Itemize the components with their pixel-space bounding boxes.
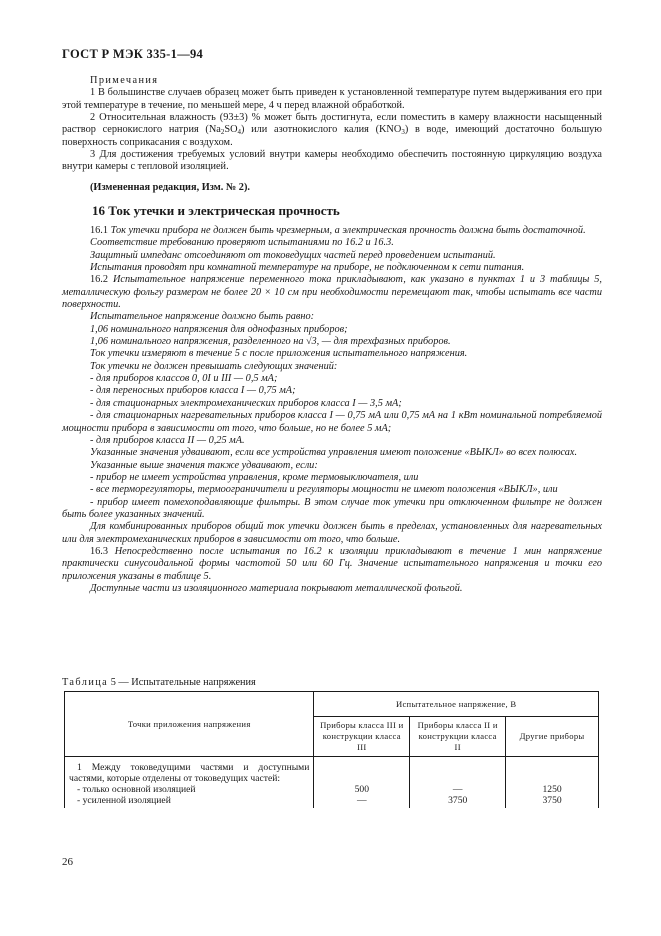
test-voltage-table <box>64 691 599 808</box>
cell-other: 1250 3750 <box>506 757 599 809</box>
amendment-note: (Измененная редакция, Изм. № 2). <box>90 181 250 193</box>
voltage-equal-text: Испытательное напряжение должно быть равно: <box>90 311 315 323</box>
table-row: 1 Между токоведущими частями и доступными частями, которые отделены от токоведущих частей: - только основной изоляцией - усиленной изоляцией <box>65 757 314 809</box>
header-points: Точки приложения напряжения <box>65 692 314 757</box>
combined-text: Для комбинированных приборов общий ток утечки должен быть в пределах, установленных для нагревательных или для электромеханических приборов в зависимости от того, что больше. <box>62 521 602 545</box>
impedance-text: Защитный импеданс отсоединяют от токоведущих частей перед проведением испытаний. <box>90 249 496 261</box>
cell-class-ii: — 3750 <box>410 757 506 809</box>
list-item: - прибор не имеет устройства управления, кроме термовыключателя, или <box>90 471 419 483</box>
cell-class-iii: 500 — <box>314 757 410 809</box>
room-temp-text: Испытания проводят при комнатной температуре на приборе, не подключенном к сети питания. <box>90 262 525 274</box>
double-text-1: Указанные значения удваивают, если все устройства управления имеют положение «ВЫКЛ» во всех полюсах. <box>90 447 578 459</box>
header-voltage: Испытательное напряжение, В <box>314 692 599 717</box>
section-title: 16 Ток утечки и электрическая прочность <box>92 203 340 218</box>
section-body <box>62 225 602 595</box>
foil-text: Доступные части из изоляционного материала покрывают металлической фольгой. <box>90 582 463 594</box>
header-class-ii: Приборы класса II и конструкции класса II <box>410 717 506 757</box>
voltage-three-phase: 1,06 номинального напряжения, разделенного на √3, — для трехфазных приборов. <box>90 336 451 348</box>
header-class-iii: Приборы класса III и конструкции класса III <box>314 717 410 757</box>
clause-16-3: 16.3 Непосредственно после испытания по 16.2 к изоляции прикладывают в течение 1 мин напряжение практически синусоидальной формы частотой 50 или 60 Гц. Значение испытательного напряжения и точки его приложения указаны в таблице 5. <box>62 545 603 582</box>
note-1: 1 В большинстве случаев образец может быть приведен к установленной температуре путем выдерживания его при этой температуре в течение, по меньшей мере, 4 ч перед влажной обработкой. <box>62 87 602 111</box>
clause-16-2: 16.2 Испытательное напряжение переменного тока прикладывают, как указано в пунктах 1 и 3 таблицы 5, металлическую фольгу размером не более 20 × 10 см при необходимости перемещают так, чтобы испытать все части поверхности. <box>62 274 603 311</box>
page-number: 26 <box>62 856 73 868</box>
measure-text: Ток утечки измеряют в течение 5 с после приложения испытательного напряжения. <box>90 348 468 360</box>
list-item: - все терморегуляторы, термоограничители и регуляторы мощности не имеют положения «ВЫКЛ», или <box>90 484 558 496</box>
notes-heading: Примечания <box>90 75 159 86</box>
list-item: - для стационарных нагревательных приборов класса I — 0,75 мА или 0,75 мА на 1 кВт номинальной потребляемой мощности прибора в зависимости от того, что больше, но не более 5 мА; <box>62 410 602 434</box>
list-item: - для приборов класса II — 0,25 мА. <box>90 434 245 446</box>
double-text-2: Указанные выше значения также удваивают, если: <box>90 459 318 471</box>
not-exceed-text: Ток утечки не должен превышать следующих значений: <box>90 360 338 372</box>
note-3: 3 Для достижения требуемых условий внутри камеры необходимо обеспечить постоянную циркуляцию воздуха внутри камеры с тепловой изоляцией. <box>62 149 602 173</box>
compliance-text: Соответствие требованию проверяют испытаниями по 16.2 и 16.3. <box>90 237 394 249</box>
list-item: - для приборов классов 0, 0I и III — 0,5 мА; <box>90 373 278 385</box>
notes-block <box>62 75 602 194</box>
table-caption: Таблица 5 — Испытательные напряжения <box>62 677 256 688</box>
list-item: - для стационарных электромеханических приборов класса I — 3,5 мА; <box>90 397 402 409</box>
document-header: ГОСТ Р МЭК 335-1—94 <box>62 47 204 61</box>
voltage-single-phase: 1,06 номинального напряжения для однофазных приборов; <box>90 323 348 335</box>
list-item: - прибор имеет помехоподавляющие фильтры. В этом случае ток утечки при отключенном фильтре не должен быть более указанных значений. <box>62 496 602 520</box>
list-item: - для переносных приборов класса I — 0,75 мА; <box>90 385 296 397</box>
clause-16-1: 16.1 Ток утечки прибора не должен быть чрезмерным, а электрическая прочность должна быть достаточной. <box>90 225 586 236</box>
header-other: Другие приборы <box>506 717 599 757</box>
note-2: 2 Относительная влажность (93±3) % может быть достигнута, если поместить в камеру влажности насыщенный раствор сернокислого натрия $(Na_2SO_4)$ или азотнокислого калия $(KNO_3)$ в воде, имеющий достаточно большую поверхность соприкасания с воздухом. <box>62 112 602 148</box>
